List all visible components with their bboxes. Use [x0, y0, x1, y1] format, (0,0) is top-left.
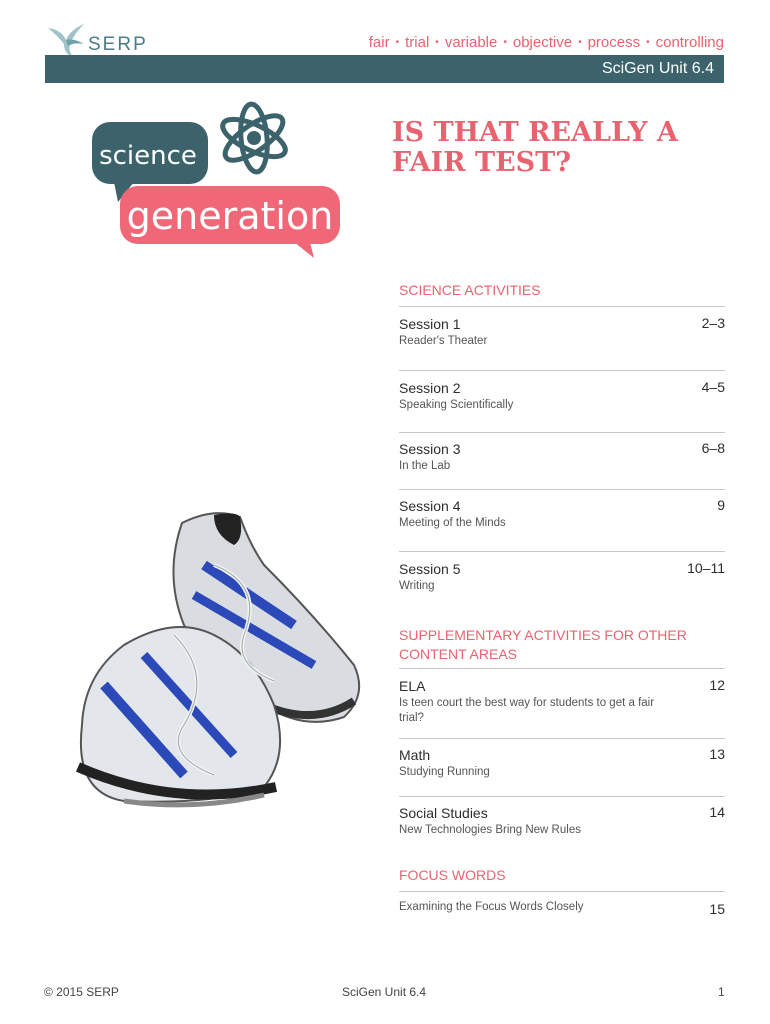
toc-subtitle: In the Lab — [399, 460, 451, 472]
vocab-word: objective — [512, 34, 573, 51]
divider — [399, 668, 725, 669]
toc-page-range: 12 — [709, 677, 725, 693]
toc-row-session-4[interactable] — [399, 497, 725, 531]
toc-page-range: 2–3 — [701, 315, 725, 331]
toc-page-range: 6–8 — [701, 440, 725, 456]
toc-row-session-3[interactable] — [399, 440, 725, 474]
toc-page-range: 9 — [717, 497, 725, 513]
toc-row-ela[interactable] — [399, 677, 725, 726]
divider — [399, 432, 725, 433]
footer-unit: SciGen Unit 6.4 — [342, 985, 427, 999]
focus-vocabulary-line — [369, 34, 724, 51]
toc-subtitle: Reader's Theater — [399, 335, 488, 347]
generation-word: generation — [126, 194, 334, 238]
divider — [399, 306, 725, 307]
supplementary-heading: SUPPLEMENTARY ACTIVITIES FOR OTHER CONTENT AREAS — [399, 627, 687, 662]
toc-subtitle: Speaking Scientifically — [399, 399, 514, 411]
divider — [399, 489, 725, 490]
vocab-word: controlling — [655, 34, 724, 51]
toc-title: Session 1 — [399, 316, 461, 332]
divider — [399, 891, 725, 892]
divider — [399, 738, 725, 739]
footer-copyright: © 2015 SERP — [44, 985, 119, 999]
focus-words-heading: FOCUS WORDS — [399, 867, 506, 883]
toc-row-math[interactable] — [399, 746, 725, 780]
toc-page-range: 4–5 — [701, 379, 725, 395]
science-generation-logo — [88, 100, 348, 260]
science-word: science — [99, 141, 197, 171]
toc-title: Session 4 — [399, 498, 461, 514]
toc-title: Math — [399, 747, 431, 763]
divider — [399, 551, 725, 552]
serp-mark-icon — [44, 14, 90, 60]
toc-row-session-1[interactable] — [399, 315, 725, 349]
atom-icon — [218, 103, 291, 173]
toc-subtitle: Studying Running — [399, 766, 490, 778]
running-shoes-image — [64, 505, 374, 815]
page-title: IS THAT REALLY A FAIR TEST? — [392, 117, 678, 178]
divider — [399, 370, 725, 371]
toc-subtitle: New Technologies Bring New Rules — [399, 824, 581, 836]
unit-label: SciGen Unit 6.4 — [601, 60, 714, 77]
bullet-separator: • — [395, 37, 400, 48]
footer-page-number: 1 — [718, 985, 725, 999]
toc-subtitle: Writing — [399, 580, 435, 592]
toc-title: Session 2 — [399, 380, 461, 396]
toc-row-session-5[interactable] — [399, 560, 725, 594]
toc-subtitle: Is teen court the best way for students to get a fair trial? — [399, 697, 655, 724]
toc-page-range: 14 — [709, 804, 725, 820]
bullet-separator: • — [503, 37, 507, 48]
toc-page-range: 13 — [709, 746, 725, 762]
science-activities-heading: SCIENCE ACTIVITIES — [399, 282, 541, 298]
vocab-word: variable — [444, 34, 498, 51]
bullet-separator: • — [646, 37, 650, 48]
toc-page-range: 10–11 — [687, 560, 725, 576]
vocab-word: process — [587, 34, 641, 51]
serp-logo-text: SERP — [88, 34, 148, 55]
toc-title: Session 3 — [399, 441, 461, 457]
toc-row-social-studies[interactable] — [399, 804, 725, 838]
toc-subtitle: Examining the Focus Words Closely — [399, 901, 584, 913]
bullet-separator: • — [578, 37, 582, 48]
toc-title: Social Studies — [399, 805, 488, 821]
serp-logo — [44, 14, 154, 60]
toc-subtitle: Meeting of the Minds — [399, 517, 506, 529]
bullet-separator: • — [435, 37, 439, 48]
vocab-word: trial — [405, 34, 430, 51]
toc-title: Session 5 — [399, 561, 461, 577]
toc-title: ELA — [399, 678, 426, 694]
unit-bar — [45, 55, 724, 83]
toc-row-session-2[interactable] — [399, 379, 725, 413]
vocab-word: fair — [368, 34, 390, 51]
divider — [399, 796, 725, 797]
toc-row-focus-words[interactable] — [399, 899, 725, 915]
toc-page-range: 15 — [709, 901, 725, 917]
